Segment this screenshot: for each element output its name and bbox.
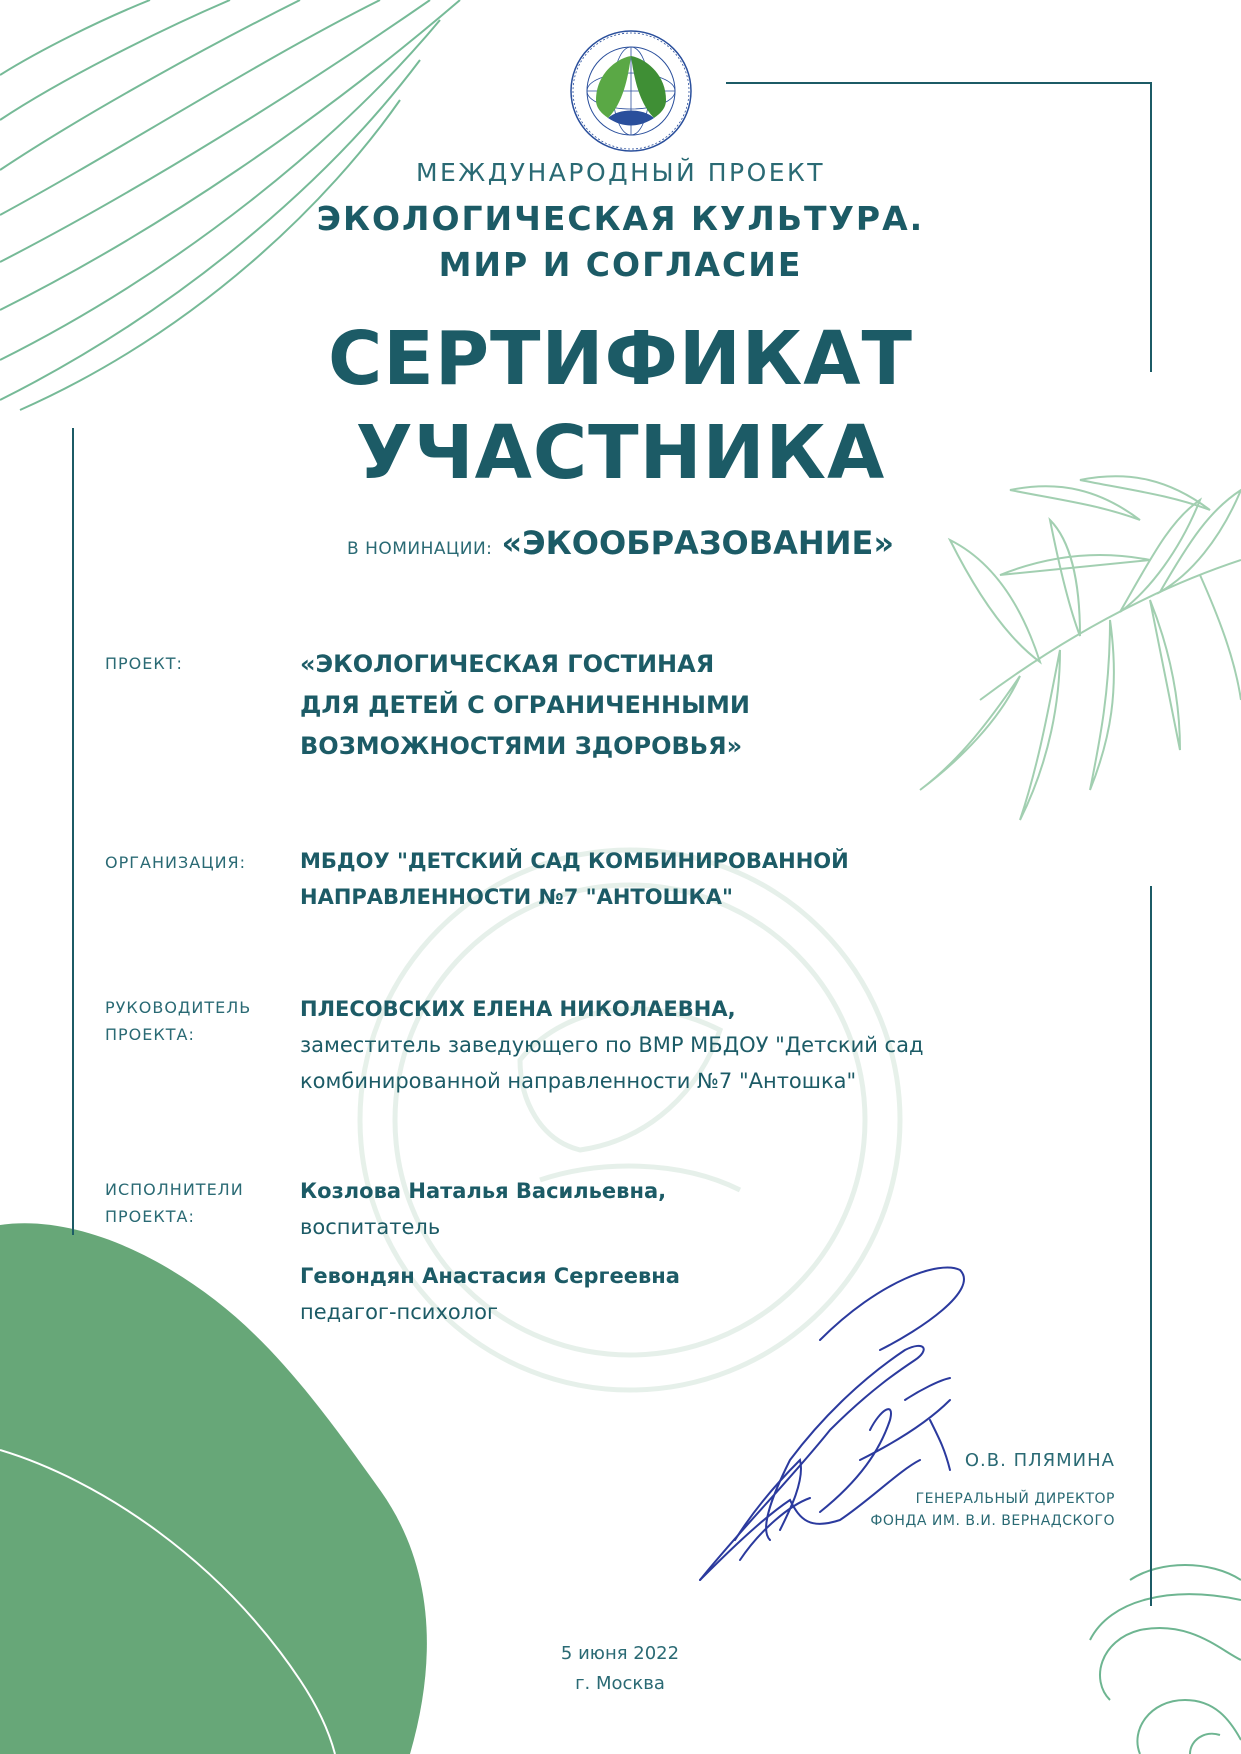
project-title-line: «ЭКОЛОГИЧЕСКАЯ ГОСТИНАЯ <box>300 650 715 678</box>
issue-city: г. Москва <box>575 1673 665 1694</box>
signatory-position-line: ГЕНЕРАЛЬНЫЙ ДИРЕКТОР <box>915 1491 1115 1507</box>
project-title-line: ДЛЯ ДЕТЕЙ С ОГРАНИЧЕННЫМИ <box>300 691 750 719</box>
leader-position-line: комбинированной направленности №7 "Антошка" <box>300 1069 857 1093</box>
executor-name: Гевондян Анастасия Сергеевна <box>300 1264 680 1288</box>
leader-label-line: РУКОВОДИТЕЛЬ <box>105 998 252 1017</box>
project-name-line1: ЭКОЛОГИЧЕСКАЯ КУЛЬТУРА. <box>316 199 925 238</box>
project-name <box>0 196 1241 288</box>
certificate-title-line2: УЧАСТНИКА <box>355 410 886 496</box>
executor-role: педагог-психолог <box>300 1300 499 1324</box>
bottom-right-swirl <box>1090 1565 1241 1754</box>
leader-position <box>300 1027 923 1099</box>
nomination-label: В НОМИНАЦИИ: <box>347 539 493 559</box>
project-name-line2: МИР И СОГЛАСИЕ <box>438 245 803 284</box>
frame-right-bottom-line <box>1150 886 1152 1606</box>
nomination-value: «ЭКООБРАЗОВАНИЕ» <box>501 524 894 562</box>
foundation-logo <box>568 28 694 154</box>
frame-top-line <box>726 82 1151 84</box>
organization-value <box>300 843 849 915</box>
executors-label <box>105 1176 244 1230</box>
leader-label <box>105 994 251 1048</box>
leader-name: ПЛЕСОВСКИХ ЕЛЕНА НИКОЛАЕВНА, <box>300 997 736 1021</box>
project-label: ПРОЕКТ: <box>105 654 183 673</box>
project-title <box>300 644 750 767</box>
organization-line: НАПРАВЛЕННОСТИ №7 "АНТОШКА" <box>300 885 733 909</box>
executor-name: Козлова Наталья Васильевна, <box>300 1179 667 1203</box>
nomination <box>0 524 1241 562</box>
signatory-position <box>870 1488 1115 1532</box>
project-title-line: ВОЗМОЖНОСТЯМИ ЗДОРОВЬЯ» <box>300 732 743 760</box>
organization-label: ОРГАНИЗАЦИЯ: <box>105 853 247 872</box>
executors-label-line: ПРОЕКТА: <box>105 1207 195 1226</box>
leader-label-line: ПРОЕКТА: <box>105 1025 195 1044</box>
handwritten-signature <box>700 1268 964 1580</box>
executor-role: воспитатель <box>300 1215 441 1239</box>
issue-date: 5 июня 2022 <box>560 1643 680 1664</box>
signatory-name: О.В. ПЛЯМИНА <box>964 1450 1115 1471</box>
certificate-title-line1: СЕРТИФИКАТ <box>327 316 914 402</box>
executors-label-line: ИСПОЛНИТЕЛИ <box>105 1180 244 1199</box>
certificate-title <box>0 312 1241 500</box>
organization-line: МБДОУ "ДЕТСКИЙ САД КОМБИНИРОВАННОЙ <box>300 849 849 873</box>
signatory-position-line: ФОНДА ИМ. В.И. ВЕРНАДСКОГО <box>870 1513 1115 1529</box>
leader-position-line: заместитель заведующего по ВМР МБДОУ "Детский сад <box>300 1033 924 1057</box>
project-kind: МЕЖДУНАРОДНЫЙ ПРОЕКТ <box>415 158 826 187</box>
